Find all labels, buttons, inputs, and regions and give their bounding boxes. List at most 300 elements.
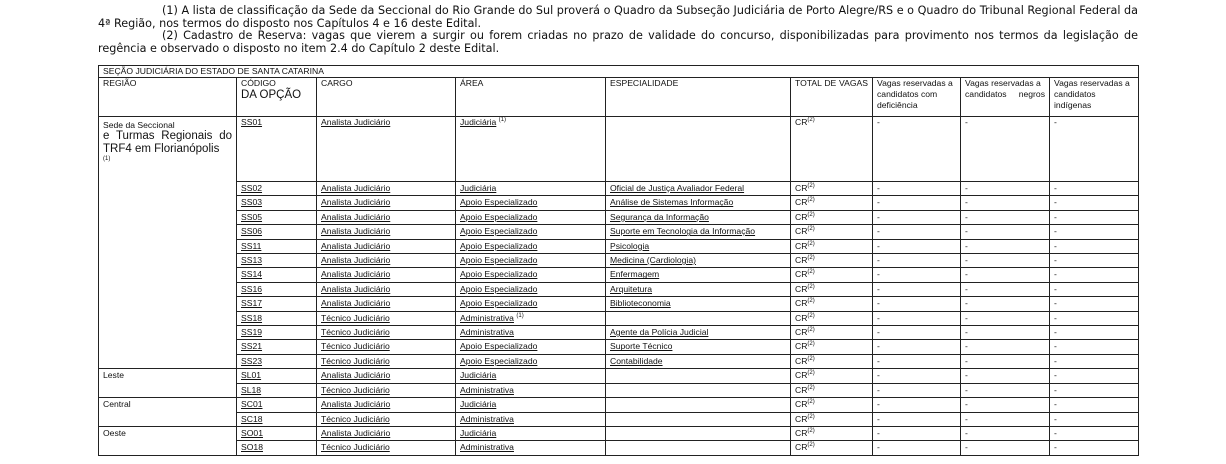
cell-cargo [317, 383, 456, 397]
table-row [99, 383, 1139, 397]
cell-especialidade [606, 268, 791, 282]
table-row [99, 225, 1139, 239]
cargo-value: Técnico Judiciário [321, 413, 390, 424]
cell-codigo [237, 254, 317, 268]
cr-note: (2) [807, 442, 815, 449]
cargo-value: Analista Judiciário [321, 211, 391, 222]
cr-note: (2) [807, 413, 815, 420]
cell-especialidade [606, 225, 791, 239]
especialidade-value: Medicina (Cardiologia) [610, 255, 696, 266]
cell-negros: - [961, 369, 1050, 383]
cell-cargo [317, 282, 456, 296]
cell-codigo [237, 311, 317, 325]
cr-label: CR [795, 442, 808, 453]
table-row [99, 268, 1139, 282]
cell-indigenas: - [1050, 196, 1139, 210]
cell-total [791, 311, 873, 325]
area-value: Judiciária [460, 117, 497, 127]
cell-especialidade [606, 383, 791, 397]
cell-cargo [317, 412, 456, 426]
cell-especialidade [606, 210, 791, 224]
cell-area [456, 210, 606, 224]
cell-deficiencia: - [873, 412, 961, 426]
cell-deficiencia: - [873, 297, 961, 311]
note-2-paragraph [98, 29, 1138, 55]
cell-indigenas: - [1050, 117, 1139, 182]
cell-indigenas: - [1050, 412, 1139, 426]
cell-area [456, 268, 606, 282]
cell-codigo [237, 340, 317, 354]
codigo-value: SS23 [241, 355, 263, 366]
cell-cargo [317, 354, 456, 368]
area-value: Administrativa [460, 327, 514, 338]
cell-indigenas: - [1050, 398, 1139, 412]
cell-codigo [237, 297, 317, 311]
cell-especialidade [606, 297, 791, 311]
cell-cargo [317, 268, 456, 282]
cell-indigenas: - [1050, 354, 1139, 368]
especialidade-value: Oficial de Justiça Avaliador Federal [610, 183, 745, 193]
cargo-value: Analista Judiciário [321, 283, 391, 294]
cell-total [791, 441, 873, 455]
cell-cargo [317, 225, 456, 239]
cr-note: (2) [807, 117, 815, 124]
area-value: Apoio Especializado [460, 283, 538, 294]
cell-codigo [237, 441, 317, 455]
cell-especialidade [606, 239, 791, 253]
region-cell-sede [99, 117, 237, 369]
cell-codigo [237, 369, 317, 383]
cell-negros: - [961, 239, 1050, 253]
cell-cargo [317, 426, 456, 440]
note-2-text: Cadastro de Reserva: vagas que vierem a surgir ou forem criadas no prazo de validade do concurso, disponibilizadas para provimento nos termos da legislação de regência e observado o disposto no item 2.4 do Capítulo 2 deste Edital. [98, 29, 1138, 55]
cell-indigenas: - [1050, 340, 1139, 354]
cell-deficiencia: - [873, 239, 961, 253]
cr-note: (2) [807, 356, 815, 363]
cr-note: (2) [807, 183, 815, 190]
table-row [99, 369, 1139, 383]
cell-deficiencia: - [873, 282, 961, 296]
cell-negros: - [961, 182, 1050, 196]
cell-area [456, 383, 606, 397]
cell-cargo [317, 340, 456, 354]
area-value: Apoio Especializado [460, 197, 538, 208]
cell-area [456, 311, 606, 325]
cell-codigo [237, 182, 317, 196]
cell-deficiencia: - [873, 182, 961, 196]
cell-indigenas: - [1050, 369, 1139, 383]
cell-codigo [237, 117, 317, 182]
area-value: Apoio Especializado [460, 269, 538, 280]
cell-deficiencia: - [873, 369, 961, 383]
especialidade-value: Segurança da Informação [610, 211, 709, 222]
cell-area [456, 398, 606, 412]
header-regiao: REGIÃO [99, 78, 237, 117]
area-note: (1) [516, 312, 524, 319]
cr-note: (2) [807, 312, 815, 319]
cell-indigenas: - [1050, 326, 1139, 340]
codigo-value: SL01 [241, 370, 262, 381]
cell-area [456, 225, 606, 239]
codigo-value: SS11 [241, 240, 262, 251]
cell-especialidade [606, 398, 791, 412]
header-negros: Vagas reservadas a candidatos negros [961, 78, 1050, 117]
cell-cargo [317, 239, 456, 253]
header-total: TOTAL DE VAGAS [791, 78, 873, 117]
especialidade-value: Arquitetura [610, 283, 653, 294]
codigo-value: SS18 [241, 312, 263, 323]
cr-label: CR [795, 355, 808, 366]
table-row [99, 426, 1139, 440]
cargo-value: Técnico Judiciário [321, 312, 390, 323]
cell-total [791, 182, 873, 196]
cell-total [791, 196, 873, 210]
table-row [99, 354, 1139, 368]
cell-area [456, 239, 606, 253]
cell-deficiencia: - [873, 254, 961, 268]
cell-deficiencia: - [873, 311, 961, 325]
table-row [99, 282, 1139, 296]
table-row [99, 326, 1139, 340]
table-row [99, 441, 1139, 455]
cr-note: (2) [807, 197, 815, 204]
cell-negros: - [961, 354, 1050, 368]
cell-especialidade [606, 196, 791, 210]
cell-indigenas: - [1050, 210, 1139, 224]
cell-indigenas: - [1050, 254, 1139, 268]
cr-label: CR [795, 197, 808, 208]
cr-label: CR [795, 269, 808, 280]
area-value: Administrativa [460, 384, 514, 395]
cell-negros: - [961, 254, 1050, 268]
cell-negros: - [961, 282, 1050, 296]
table-row [99, 196, 1139, 210]
cr-note: (2) [807, 240, 815, 247]
table-row [99, 254, 1139, 268]
cr-label: CR [795, 298, 808, 309]
table-row [99, 239, 1139, 253]
note-1-paragraph [98, 4, 1138, 30]
cell-codigo [237, 354, 317, 368]
cell-negros: - [961, 412, 1050, 426]
codigo-value: SS14 [241, 269, 263, 280]
header-indigenas: Vagas reservadas a candidatos indígenas [1050, 78, 1139, 117]
cell-especialidade [606, 326, 791, 340]
cr-note: (2) [807, 370, 815, 377]
especialidade-value: Contabilidade [610, 355, 663, 366]
cell-negros: - [961, 268, 1050, 282]
table-row [99, 340, 1139, 354]
area-value: Administrativa [460, 413, 514, 424]
cargo-value: Analista Judiciário [321, 427, 391, 438]
cell-negros: - [961, 196, 1050, 210]
cr-label: CR [795, 384, 808, 395]
cargo-value: Analista Judiciário [321, 298, 391, 309]
cr-label: CR [795, 240, 808, 251]
cr-note: (2) [807, 255, 815, 262]
cell-deficiencia: - [873, 268, 961, 282]
area-value: Apoio Especializado [460, 355, 538, 366]
codigo-value: SC18 [241, 413, 263, 424]
cell-especialidade [606, 340, 791, 354]
header-codigo-small: CÓDIGO [241, 78, 276, 88]
cargo-value: Técnico Judiciário [321, 355, 390, 366]
cargo-value: Técnico Judiciário [321, 327, 390, 338]
cr-note: (2) [807, 428, 815, 435]
cell-negros: - [961, 117, 1050, 182]
header-especialidade: ESPECIALIDADE [606, 78, 791, 117]
cell-total [791, 268, 873, 282]
region-sede-note: (1) [103, 156, 111, 163]
cell-deficiencia: - [873, 326, 961, 340]
cell-cargo [317, 369, 456, 383]
cell-area [456, 369, 606, 383]
area-value: Administrativa [460, 312, 514, 323]
cell-indigenas: - [1050, 239, 1139, 253]
cell-especialidade [606, 412, 791, 426]
cell-area [456, 426, 606, 440]
note-1-text: A lista de classificação da Sede da Seccional do Rio Grande do Sul proverá o Quadro da Subseção Judiciária de Porto Alegre/RS e o Quadro do Tribunal Regional Federal da 4ª Região, nos termos do disposto nos Capítulos 4 e 16 deste Edital. [98, 4, 1139, 30]
cell-especialidade [606, 369, 791, 383]
cell-area [456, 182, 606, 196]
cr-note: (2) [807, 341, 815, 348]
area-value: Apoio Especializado [460, 226, 538, 237]
cell-cargo [317, 441, 456, 455]
cell-total [791, 383, 873, 397]
cr-note: (2) [807, 399, 815, 406]
cargo-value: Analista Judiciário [321, 370, 391, 381]
cell-indigenas: - [1050, 426, 1139, 440]
cell-area [456, 282, 606, 296]
cr-label: CR [795, 283, 808, 294]
cell-area [456, 297, 606, 311]
cell-indigenas: - [1050, 297, 1139, 311]
cell-cargo [317, 311, 456, 325]
table-row [99, 398, 1139, 412]
table-row [99, 311, 1139, 325]
cell-codigo [237, 326, 317, 340]
table-row [99, 412, 1139, 426]
cell-deficiencia: - [873, 117, 961, 182]
cargo-value: Técnico Judiciário [321, 442, 390, 453]
cr-label: CR [795, 183, 808, 193]
cell-total [791, 225, 873, 239]
cell-especialidade [606, 441, 791, 455]
cell-total [791, 326, 873, 340]
cell-area [456, 326, 606, 340]
codigo-value: SS19 [241, 327, 263, 338]
cr-label: CR [795, 370, 808, 381]
cr-label: CR [795, 413, 808, 424]
cell-codigo [237, 282, 317, 296]
especialidade-value: Psicologia [610, 240, 650, 251]
especialidade-value: Suporte Técnico [610, 341, 673, 352]
cell-total [791, 354, 873, 368]
cell-cargo [317, 117, 456, 182]
cargo-value: Técnico Judiciário [321, 384, 390, 395]
cell-indigenas: - [1050, 441, 1139, 455]
cell-especialidade [606, 254, 791, 268]
cell-deficiencia: - [873, 426, 961, 440]
cell-deficiencia: - [873, 398, 961, 412]
region-cell-leste: Leste [99, 369, 237, 398]
cr-label: CR [795, 341, 808, 352]
cell-especialidade [606, 182, 791, 196]
area-value: Apoio Especializado [460, 298, 538, 309]
especialidade-value: Enfermagem [610, 269, 660, 280]
area-value: Judiciária [460, 427, 497, 438]
codigo-value: SS17 [241, 298, 263, 309]
codigo-value: SO18 [241, 442, 263, 453]
area-value: Judiciária [460, 399, 497, 410]
cr-label: CR [795, 211, 808, 222]
codigo-value: SS21 [241, 341, 263, 352]
cell-indigenas: - [1050, 225, 1139, 239]
cell-total [791, 254, 873, 268]
area-value: Judiciária [460, 183, 497, 193]
area-note: (1) [498, 117, 507, 124]
cell-area [456, 441, 606, 455]
cell-negros: - [961, 210, 1050, 224]
codigo-value: SS05 [241, 211, 263, 222]
cargo-value: Analista Judiciário [321, 269, 391, 280]
cr-label: CR [795, 117, 808, 127]
cell-negros: - [961, 326, 1050, 340]
cargo-value: Analista Judiciário [321, 226, 391, 237]
codigo-value: SL18 [241, 384, 262, 395]
cell-especialidade [606, 426, 791, 440]
cell-area [456, 196, 606, 210]
cell-negros: - [961, 383, 1050, 397]
cargo-value: Analista Judiciário [321, 183, 391, 193]
codigo-value: SS02 [241, 183, 263, 193]
region-cell-oeste: Oeste [99, 426, 237, 455]
cell-indigenas: - [1050, 282, 1139, 296]
cargo-value: Analista Judiciário [321, 399, 391, 410]
cr-label: CR [795, 226, 808, 237]
codigo-value: SS06 [241, 226, 263, 237]
cell-cargo [317, 196, 456, 210]
table-row [99, 297, 1139, 311]
cell-negros: - [961, 311, 1050, 325]
cell-codigo [237, 398, 317, 412]
codigo-value: SS16 [241, 283, 263, 294]
table-caption: SEÇÃO JUDICIÁRIA DO ESTADO DE SANTA CATARINA [99, 66, 1139, 78]
cargo-value: Técnico Judiciário [321, 341, 390, 352]
cell-cargo [317, 210, 456, 224]
header-area: ÁREA [456, 78, 606, 117]
cr-note: (2) [807, 226, 815, 233]
table-row [99, 182, 1139, 196]
cell-deficiencia: - [873, 354, 961, 368]
cell-area [456, 412, 606, 426]
cell-cargo [317, 182, 456, 196]
cell-total [791, 239, 873, 253]
cell-deficiencia: - [873, 225, 961, 239]
note-1-number: (1) [162, 4, 178, 17]
cell-total [791, 340, 873, 354]
cell-area [456, 354, 606, 368]
region-sede-continuation: e Turmas Regionais do TRF4 em Florianópolis [103, 130, 232, 156]
cell-total [791, 426, 873, 440]
codigo-value: SS13 [241, 255, 263, 266]
cell-indigenas: - [1050, 182, 1139, 196]
cargo-value: Analista Judiciário [321, 117, 391, 127]
table-row [99, 117, 1139, 182]
cell-total [791, 117, 873, 182]
cell-area [456, 254, 606, 268]
cr-note: (2) [807, 211, 815, 218]
cell-deficiencia: - [873, 383, 961, 397]
especialidade-value: Suporte em Tecnologia da Informação [610, 226, 756, 237]
header-cargo: CARGO [317, 78, 456, 117]
area-value: Administrativa [460, 442, 514, 453]
cell-negros: - [961, 398, 1050, 412]
especialidade-value: Agente da Polícia Judicial [610, 327, 709, 338]
cell-total [791, 369, 873, 383]
cr-label: CR [795, 255, 808, 266]
cr-label: CR [795, 312, 808, 323]
codigo-value: SS03 [241, 197, 263, 208]
cell-codigo [237, 196, 317, 210]
area-value: Apoio Especializado [460, 240, 538, 251]
cell-codigo [237, 239, 317, 253]
cell-indigenas: - [1050, 383, 1139, 397]
cell-codigo [237, 210, 317, 224]
cell-especialidade [606, 282, 791, 296]
cr-note: (2) [807, 298, 815, 305]
cell-negros: - [961, 340, 1050, 354]
vacancies-table [98, 65, 1139, 456]
cr-label: CR [795, 327, 808, 338]
cell-negros: - [961, 297, 1050, 311]
cell-negros: - [961, 441, 1050, 455]
cell-total [791, 210, 873, 224]
cell-deficiencia: - [873, 340, 961, 354]
area-value: Apoio Especializado [460, 341, 538, 352]
cell-codigo [237, 412, 317, 426]
cell-area [456, 340, 606, 354]
cargo-value: Analista Judiciário [321, 240, 391, 251]
cell-total [791, 412, 873, 426]
cell-indigenas: - [1050, 311, 1139, 325]
cell-especialidade [606, 354, 791, 368]
header-codigo [237, 78, 317, 117]
especialidade-value: Biblioteconomia [610, 298, 671, 309]
cell-cargo [317, 254, 456, 268]
cell-especialidade [606, 117, 791, 182]
cell-total [791, 282, 873, 296]
cell-deficiencia: - [873, 196, 961, 210]
cell-deficiencia: - [873, 441, 961, 455]
cr-note: (2) [807, 283, 815, 290]
cr-label: CR [795, 427, 808, 438]
codigo-value: SO01 [241, 427, 263, 438]
cell-cargo [317, 326, 456, 340]
cell-deficiencia: - [873, 210, 961, 224]
cr-note: (2) [807, 384, 815, 391]
cell-codigo [237, 268, 317, 282]
note-2-number: (2) [162, 29, 178, 42]
codigo-value: SS01 [241, 117, 263, 127]
cell-codigo [237, 225, 317, 239]
cell-codigo [237, 426, 317, 440]
especialidade-value: Análise de Sistemas Informação [610, 197, 734, 208]
header-deficiencia: Vagas reservadas a candidatos com deficiência [873, 78, 961, 117]
cell-cargo [317, 398, 456, 412]
cell-negros: - [961, 225, 1050, 239]
region-sede-label: Sede da Seccional [103, 120, 175, 130]
